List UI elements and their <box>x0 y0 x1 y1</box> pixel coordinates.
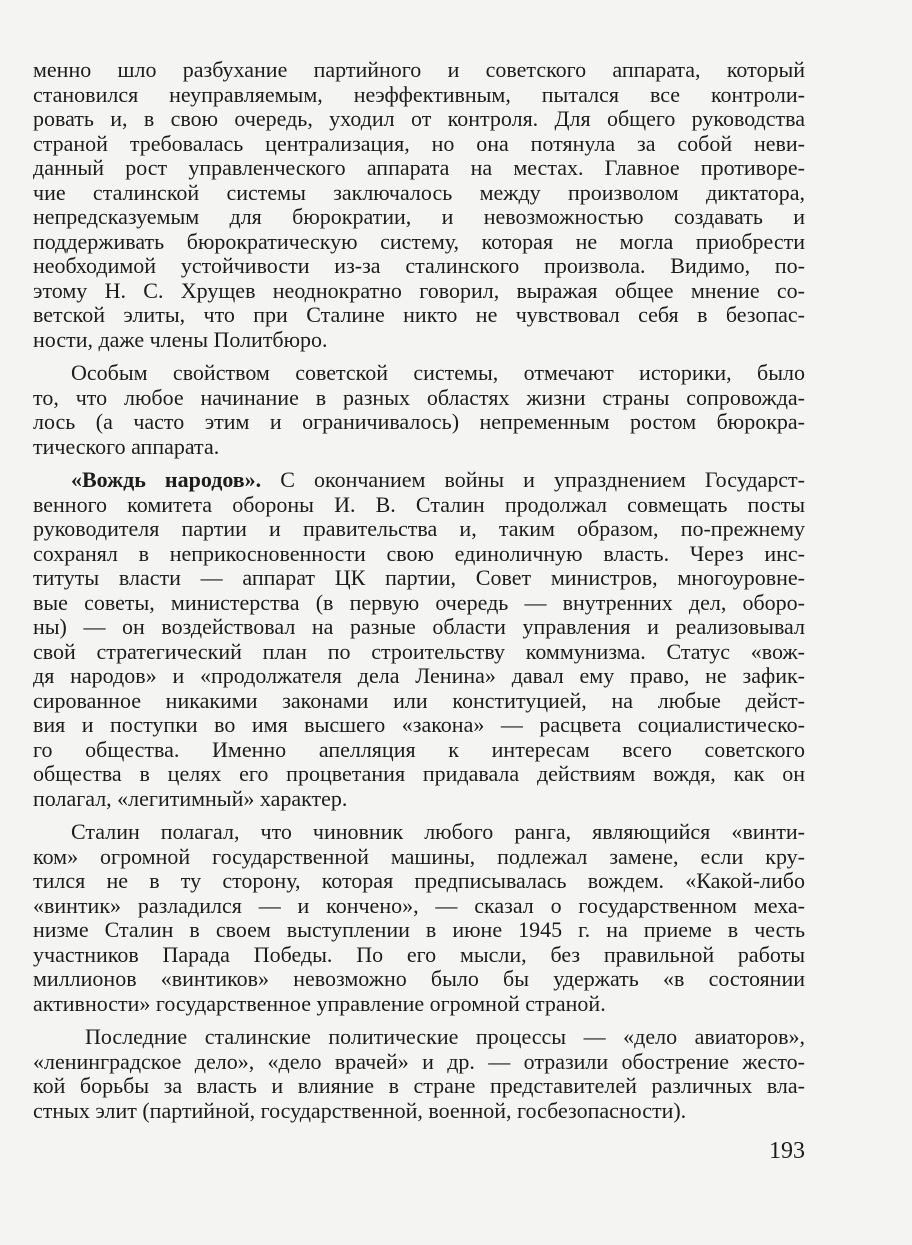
text-line <box>33 410 805 435</box>
line-text: активности» государственное управление огромной страной. <box>33 990 606 1016</box>
line-text: Последние сталинские политические процессы — «дело авиаторов», <box>85 1024 805 1049</box>
line-text: общества в целях его процветания придавала действиям вождя, как он <box>33 761 805 786</box>
text-line <box>33 279 805 304</box>
line-text: стных элит (партийной, государственной, военной, госбезопасности). <box>33 1097 687 1123</box>
line-text: ветской элиты, что при Сталине никто не чувствовал себя в безопас- <box>33 302 805 327</box>
line-text: участников Парада Победы. По его мысли, без правильной работы <box>33 941 805 967</box>
line-text: миллионов «винтиков» невозможно было бы удержать «в состоянии <box>33 966 805 991</box>
text-line <box>33 820 805 845</box>
line-text: поддерживать бюрократическую систему, которая не могла приобрести <box>33 228 805 254</box>
text-line <box>33 328 805 353</box>
line-text: полагал, «легитимный» характер. <box>33 785 348 811</box>
line-text: титуты власти — аппарат ЦК партии, Совет министров, многоуровне- <box>33 565 805 590</box>
text-line <box>33 230 805 255</box>
line-text: страной требовалась централизация, но она потянула за собой неви- <box>33 130 805 156</box>
line-text: ны) — он воздействовал на разные области управления и реализовывал <box>33 614 805 639</box>
text-line <box>33 83 805 108</box>
text-line <box>33 943 805 968</box>
text-line <box>33 738 805 763</box>
line-text: го общества. Именно апелляция к интересам всего советского <box>33 736 805 762</box>
text-line <box>33 132 805 157</box>
text-line <box>33 1025 805 1050</box>
paragraph <box>33 58 805 352</box>
line-text: менно шло разбухание партийного и советского аппарата, который <box>33 57 805 82</box>
line-text: то, что любое начинание в разных областях жизни страны сопровожда- <box>33 384 805 410</box>
text-line <box>33 181 805 206</box>
line-text: становился неуправляемым, неэффективным, пытался все контроли- <box>33 81 805 107</box>
text-line <box>33 713 805 738</box>
text-line <box>33 493 805 518</box>
line-text: сохранял в неприкосновенности свою единоличную власть. Через инс- <box>33 540 805 566</box>
line-text: тического аппарата. <box>33 433 220 459</box>
text-line <box>33 1099 805 1124</box>
text-line <box>33 640 805 665</box>
page-body <box>33 58 805 1132</box>
text-line <box>33 386 805 411</box>
line-text: руководителя партии и правительства и, таким образом, по-прежнему <box>33 516 805 541</box>
line-text: низме Сталин в своем выступлении в июне 1945 г. на приеме в честь <box>33 917 805 942</box>
text-line <box>33 967 805 992</box>
line-text: чие сталинской системы заключалось между произволом диктатора, <box>33 179 805 205</box>
line-text: вые советы, министерства (в первую очередь — внутренних дел, оборо- <box>33 589 805 615</box>
text-line <box>33 992 805 1017</box>
text-line <box>33 468 805 493</box>
text-line <box>33 591 805 616</box>
text-line <box>33 869 805 894</box>
section-heading: «Вождь народов». <box>71 467 262 492</box>
line-text: вия и поступки во имя высшего «закона» — расцвета социалистическо- <box>33 712 805 737</box>
text-line <box>33 787 805 812</box>
text-line <box>33 435 805 460</box>
line-text: С окончанием войны и упразднением Государст- <box>261 467 805 492</box>
text-line <box>33 566 805 591</box>
line-text: данный рост управленческого аппарата на местах. Главное противоре- <box>33 155 805 180</box>
line-text: «винтик» разладился — и кончено», — сказал о государственном меха- <box>33 892 805 918</box>
paragraph <box>33 1025 805 1123</box>
text-line <box>33 664 805 689</box>
line-text: ком» огромной государственной машины, подлежал замене, если кру- <box>33 843 805 869</box>
line-text: Сталин полагал, что чиновник любого ранга, являющийся «винти- <box>71 819 805 844</box>
page-number: 193 <box>769 1138 805 1164</box>
text-line <box>33 845 805 870</box>
text-line <box>33 205 805 230</box>
text-line <box>33 1074 805 1099</box>
text-line <box>33 254 805 279</box>
line-text: ности, даже члены Политбюро. <box>33 326 328 352</box>
line-text: ровать и, в свою очередь, уходил от контроля. Для общего руководства <box>33 106 805 131</box>
text-line <box>33 918 805 943</box>
line-text: тился не в ту сторону, которая предписывалась вождем. «Какой-либо <box>33 868 805 893</box>
text-line <box>33 542 805 567</box>
paragraph <box>33 820 805 1016</box>
line-text: дя народов» и «продолжателя дела Ленина» давал ему право, не зафик- <box>33 663 805 688</box>
line-text: Особым свойством советской системы, отмечают историки, было <box>71 360 805 385</box>
text-line <box>33 615 805 640</box>
text-line <box>33 1050 805 1075</box>
line-text: непредсказуемым для бюрократии, и невозможностью создавать и <box>33 204 805 229</box>
line-text: лось (а часто этим и ограничивалось) непременным ростом бюрокра- <box>33 409 805 434</box>
text-line <box>33 303 805 328</box>
line-text: свой стратегический план по строительству коммунизма. Статус «вож- <box>33 638 805 664</box>
text-line <box>33 762 805 787</box>
text-line <box>33 517 805 542</box>
text-line <box>33 107 805 132</box>
paragraph <box>33 361 805 459</box>
line-text: кой борьбы за власть и влияние в стране представителей различных вла- <box>33 1073 805 1098</box>
line-text: сированное никакими законами или конституцией, на любые дейст- <box>33 687 805 713</box>
line-text: этому Н. С. Хрущев неоднократно говорил, выражая общее мнение со- <box>33 277 805 303</box>
text-line <box>33 361 805 386</box>
paragraph <box>33 468 805 811</box>
text-line <box>33 156 805 181</box>
line-text: «ленинградское дело», «дело врачей» и др. — отразили обострение жесто- <box>33 1048 805 1074</box>
line-text: необходимой устойчивости из-за сталинского произвола. Видимо, по- <box>33 253 805 278</box>
text-line <box>33 58 805 83</box>
text-line <box>33 894 805 919</box>
text-line <box>33 689 805 714</box>
line-text: венного комитета обороны И. В. Сталин продолжал совмещать посты <box>33 491 805 517</box>
